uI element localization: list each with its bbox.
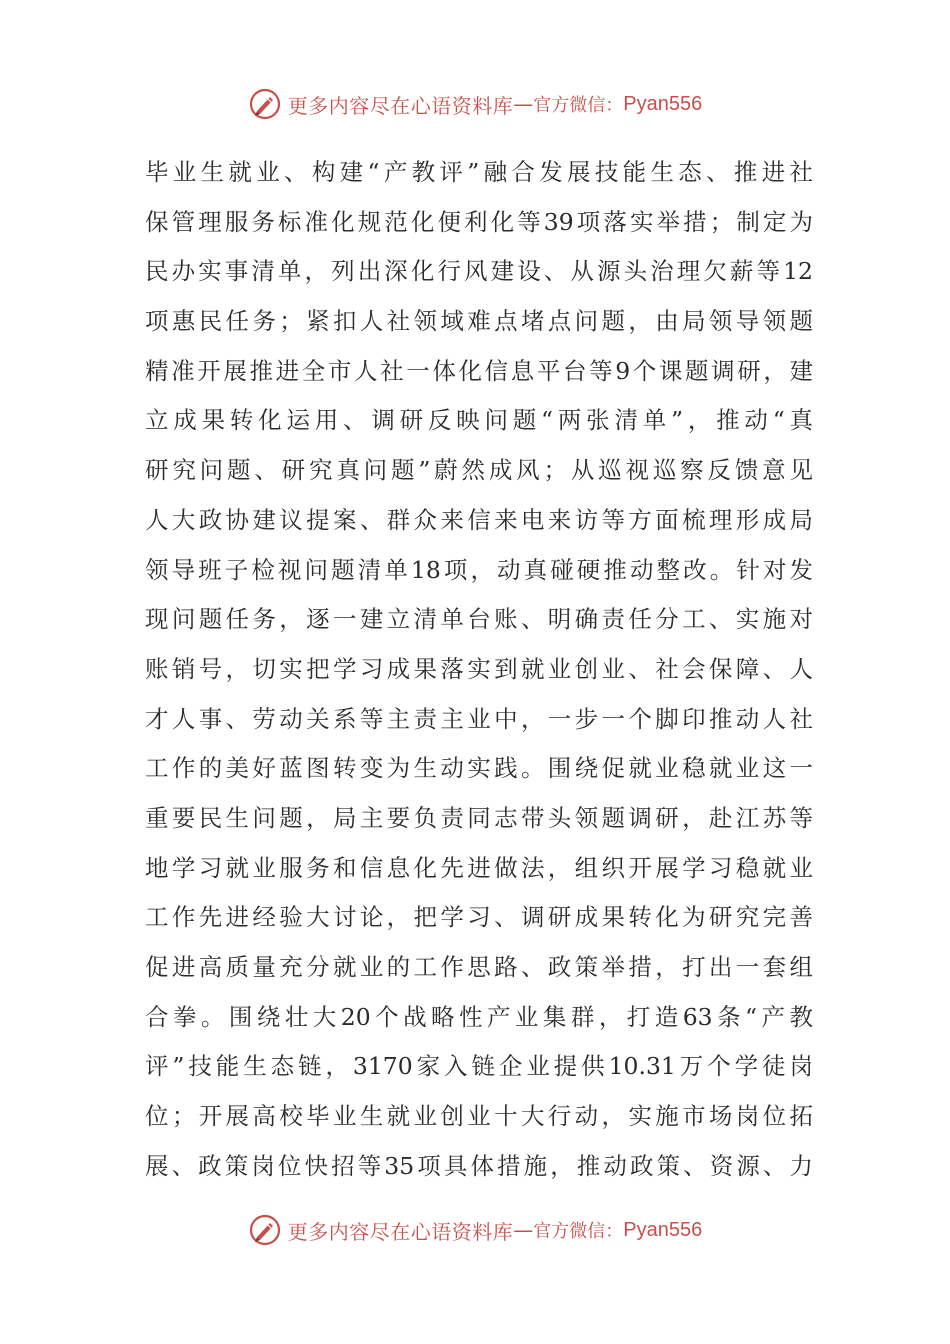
body-line-14: 重要民生问题，局主要负责同志带头领题调研，赴江苏等 [145, 803, 813, 832]
footer-banner-title: 更多内容尽在心语资料库 [287, 1219, 514, 1244]
header-banner-wechat-label: 官方微信： [533, 95, 624, 116]
body-line-5: 精准开展推进全市人社一体化信息平台等9个课题调研，建 [145, 356, 813, 385]
body-line-19: 评”技能生态链，3170家入链企业提供10.31万个学徒岗 [145, 1052, 813, 1081]
body-line-2: 保管理服务标准化规范化便利化等39项落实举措；制定为 [145, 207, 813, 236]
header-banner-dash: — [513, 92, 534, 116]
header-banner-wechat-id: Pyan556 [623, 92, 703, 115]
body-line-3: 民办实事清单，列出深化行风建设、从源头治理欠薪等12 [145, 257, 813, 286]
footer-banner-wechat-label: 官方微信： [533, 1221, 624, 1242]
header-watermark-banner [0, 82, 950, 126]
body-line-10: 现问题任务，逐一建立清单台账、明确责任分工、实施对 [145, 605, 813, 634]
body-line-17: 促进高质量充分就业的工作思路、政策举措，打出一套组 [145, 953, 813, 981]
body-line-15: 地学习就业服务和信息化先进做法，组织开展学习稳就业 [145, 853, 813, 882]
pen-logo-icon [248, 87, 282, 121]
pen-logo-icon [248, 1213, 282, 1247]
body-line-6: 立成果转化运用、调研反映问题“两张清单”，推动“真 [145, 406, 813, 435]
body-line-9: 领导班子检视问题清单18项，动真碰硬推动整改。针对发 [145, 555, 813, 584]
body-line-11: 账销号，切实把学习成果落实到就业创业、社会保障、人 [145, 654, 813, 683]
body-line-21: 展、政策岗位快招等35项具体措施，推动政策、资源、力 [145, 1151, 813, 1180]
body-line-1: 毕业生就业、构建“产教评”融合发展技能生态、推进社 [145, 158, 813, 186]
body-line-20: 位；开展高校毕业生就业创业十大行动，实施市场岗位拓 [145, 1102, 813, 1131]
body-line-7: 研究问题、研究真问题”蔚然成风；从巡视巡察反馈意见 [145, 456, 813, 485]
footer-watermark-banner [0, 1208, 950, 1252]
body-line-16: 工作先进经验大讨论，把学习、调研成果转化为研究完善 [145, 903, 813, 932]
body-line-13: 工作的美好蓝图转变为生动实践。围绕促就业稳就业这一 [145, 754, 813, 783]
body-line-18: 合拳。围绕壮大20个战略性产业集群，打造63条“产教 [145, 1002, 813, 1031]
footer-banner-dash: — [513, 1218, 534, 1242]
body-line-4: 项惠民任务；紧扣人社领域难点堵点问题，由局领导领题 [145, 307, 813, 336]
body-line-12: 才人事、劳动关系等主责主业中，一步一个脚印推动人社 [145, 704, 813, 733]
document-body [145, 148, 813, 1191]
header-banner-title: 更多内容尽在心语资料库 [287, 93, 514, 118]
body-line-8: 人大政协建议提案、群众来信来电来访等方面梳理形成局 [145, 505, 813, 534]
footer-banner-wechat-id: Pyan556 [623, 1218, 703, 1241]
